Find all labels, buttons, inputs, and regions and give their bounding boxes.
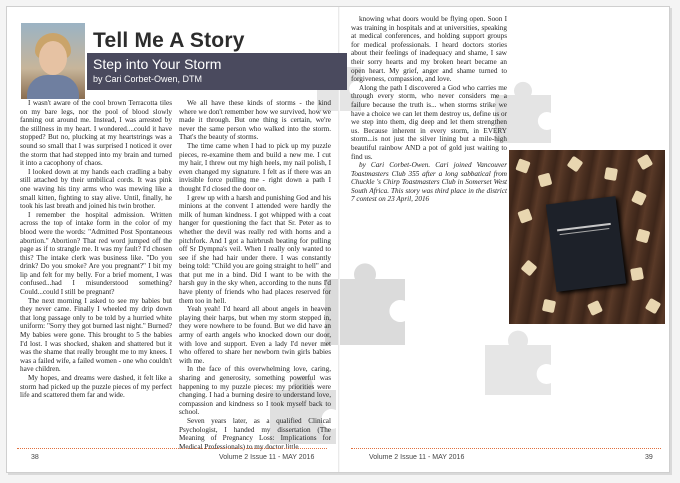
magazine-spread <box>6 6 670 473</box>
book-cover <box>546 196 626 292</box>
paragraph: I wasn't aware of the cool brown Terracotta tiles on my bare legs, nor the pool of blood slowly fanning out around me. Instead, I was arrested by the stillness in my heart. I wondered....could it have stopped? But no, plucking at my heartstrings was a sound so small that I was surprised I noticed it over the storm that had stepped into my brain and turned it into a cacophony of chaos. <box>20 99 172 168</box>
article-title: Tell Me A Story <box>93 29 245 52</box>
author-attribution: by Cari Corbet-Owen. Cari joined Vancouver Toastmasters Club 355 after a long sabbatical from Chuckle 's Chirp Toastmasters Club in Somerset West South Africa. This story was third place in the district 7 contest on 23 April, 2016 <box>351 161 507 204</box>
paragraph: I looked down at my hands each cradling a baby still attached by their umbilical cords. It was pink one waving his tiny arms who was mewing like a small kitten, fighting to stay alive. Until, finally, he took his last breath and joined his twin brother. <box>20 167 172 211</box>
paragraph: We all have these kinds of storms - the kind where we don't remember how we survived, how we made it through. But one thing is certain, we're never the same person who walked into the storm. That's the beauty of storms. <box>179 99 331 142</box>
left-issue-label: Volume 2 Issue 11 - MAY 2016 <box>219 454 315 461</box>
puzzle-piece-icon <box>477 327 567 397</box>
right-issue-label: Volume 2 Issue 11 - MAY 2016 <box>369 454 465 461</box>
paragraph: Along the path I discovered a God who carries me through every storm, who never considers me a failure because the truth is... when storms strike we have a choice we can let them destroy us, define us or we step into them, dig deep and let them strengthen us. Because inherent in every storm, in EVERY storm...is not just the silver lining but a mile-high beautiful rainbow AND a pot of gold just waiting to find us. <box>351 83 507 161</box>
paragraph: The time came when I had to pick up my puzzle pieces, re-examine them and build a new me. I cut my hair, I threw out my high heels, my nail polish, I even changed my signature. I felt as if there was an invisible force pulling me - right down a path I thought I'd closed the door on. <box>179 141 331 193</box>
paragraph: knowing what doors would be flying open. Soon I was training in hospitals and at universities, speaking at medical conferences, and holding support groups for medical professionals. I heard doctors stories about their feelings of inadequacy and shame, I saw their sorry hearts and my broken heart became an open heart. My grief, anger and shame turned to forgiveness, compassion, and love. <box>351 15 507 84</box>
paragraph: My hopes, and dreams were dashed, it felt like a storm had picked up the puzzle pieces of my perfect life and scattered them far and wide. <box>20 374 172 400</box>
author-photo <box>21 23 85 99</box>
left-column-1 <box>20 99 172 400</box>
book-photo <box>509 150 665 324</box>
right-footer-rule <box>351 448 661 449</box>
paragraph: In the face of this overwhelming love, caring, sharing and generosity, something powerful was happening to my puzzle pieces: my priorities were changing. I had a burning desire to understand love, compassion and kindness so I took myself back to school. <box>179 365 331 417</box>
paragraph: I grew up with a harsh and punishing God and his minions at the convent I attended were hardly the milk of human kindness. I got whipped with a coat hanger for questioning the fact that Sr. Peter as to whether the devil was really red with horns and a pitchfork. And I got a hairbrush beating for pulling off Sr Dympna's veil. When I really only wanted to see if she had hair under there. I was constantly being told: "Child you are going straight to hell" and that put me in a bind. Did I want to be with the harsh guy in the sky when, according to the nuns I'd have plenty of friends who had places reserved for them too in hell. <box>179 193 331 305</box>
left-footer-rule <box>17 448 327 449</box>
paragraph: Yeah yeah! I'd heard all about angels in heaven playing their harps, but when my storm stepped in, they were nowhere to be found. But we did have an army of earth angels who knocked down our door, with love and support. Even a lady I'd never met who offered to share her newborn twin girls babies with me. <box>179 305 331 365</box>
paragraph: Seven years later, as a qualified Clinical Psychologist, I handed my dissertation (The Meaning of Pregnancy Loss: Implications for Medical Professionals) to my doctor little <box>179 416 331 451</box>
left-page-number: 38 <box>31 454 39 461</box>
right-page-number: 39 <box>645 454 653 461</box>
right-column <box>351 15 507 204</box>
left-column-2 <box>179 99 331 451</box>
article-byline: by Cari Corbet-Owen, DTM <box>93 74 203 84</box>
paragraph: I remember the hospital admission. Written across the top of intake form in the color of my blood were the words: "Admitted Post Spontaneous abortion." Abortion? That red word jumped off the page as if to strangle me. It was my fault? I'd chosen this? The intake clerk was business like. "Do you drink? Do you smoke? Are you pregnant?" I bit my lip and felt for my belly. For a brief moment, I was confused...had I misunderstood something? Could...could I still be pregnant? <box>20 210 172 297</box>
article-subtitle: Step into Your Storm <box>93 56 222 72</box>
puzzle-piece-icon <box>315 259 425 349</box>
paragraph: The next morning I asked to see my babies but they never came. Finally I wheeled my drip down that long passage only to be told by a hurried white uniform: "Sorry they got burned last night." Burned? My babies were gone. This brought to 5 the babies I'd lost. I was shocked, shaken and shattered but it was the shame that really brought me to my knees. I was a failed wife, a failed women - one who couldn't have children. <box>20 296 172 374</box>
